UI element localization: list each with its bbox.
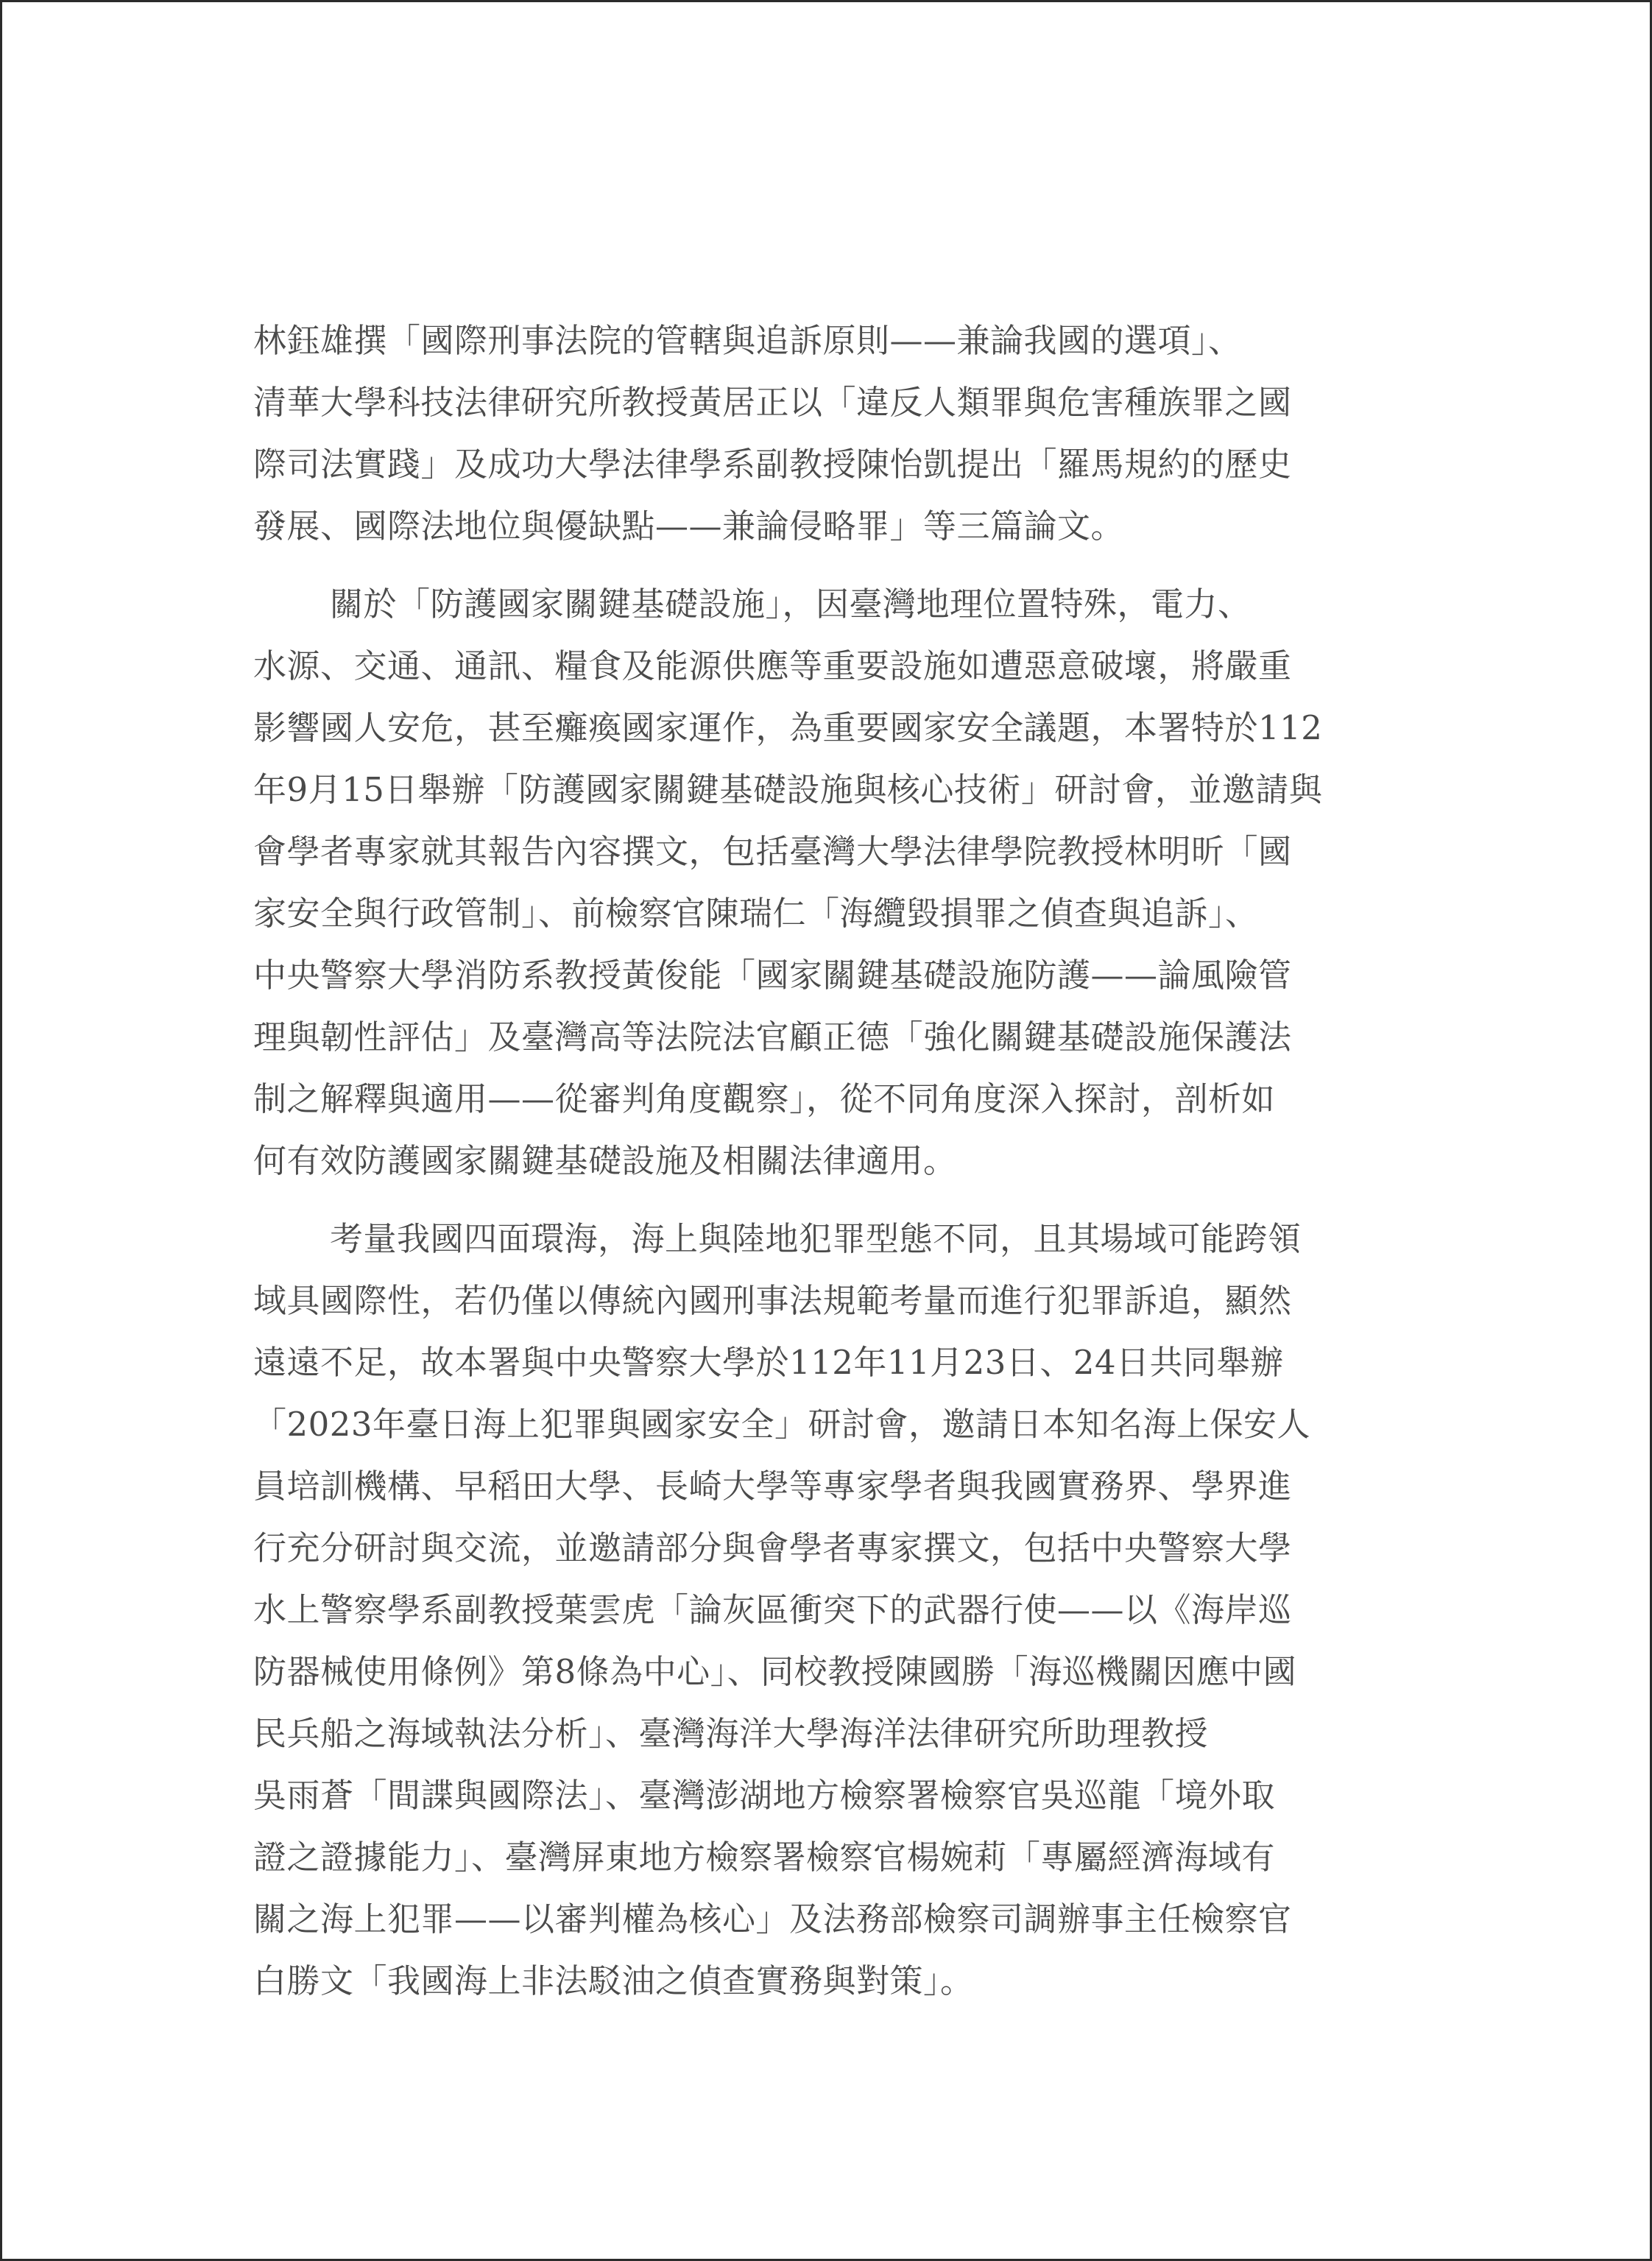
paragraph-line: 遠遠不足，故本署與中央警察大學於112年11月23日、24日共同舉辦 <box>253 1343 1284 1382</box>
paragraph-line: 水上警察學系副教授葉雲虎「論灰區衝突下的武器行使——以《海岸巡 <box>253 1590 1292 1629</box>
paragraph-spacer <box>253 1192 1418 1208</box>
paragraph-line: 行充分研討與交流，並邀請部分與會學者專家撰文，包括中央警察大學 <box>253 1528 1292 1567</box>
paragraph-line: 「2023年臺日海上犯罪與國家安全」研討會，邀請日本知名海上保安人 <box>253 1405 1311 1444</box>
paragraph-line: 白勝文「我國海上非法駁油之偵查實務與對策」。 <box>253 1961 974 2000</box>
paragraph-line: 關之海上犯罪——以審判權為核心」及法務部檢察司調辦事主任檢察官 <box>253 1900 1292 1939</box>
paragraph-line: 理與韌性評估」及臺灣高等法院法官顧正德「強化關鍵基礎設施保護法 <box>253 1017 1292 1057</box>
paragraph-line: 發展、國際法地位與優缺點——兼論侵略罪」等三篇論文。 <box>253 507 1125 546</box>
paragraph-line: 年9月15日舉辦「防護國家關鍵基礎設施與核心技術」研討會，並邀請與 <box>253 770 1323 809</box>
paragraph-1 <box>253 310 1418 557</box>
paragraph-line: 會學者專家就其報告內容撰文，包括臺灣大學法律學院教授林明昕「國 <box>253 832 1292 871</box>
paragraph-line: 何有效防護國家關鍵基礎設施及相關法律適用。 <box>253 1141 957 1180</box>
paragraph-first-line: 考量我國四面環海，海上與陸地犯罪型態不同，且其場域可能跨領 <box>330 1219 1302 1258</box>
paragraph-line: 影響國人安危，甚至癱瘓國家運作，為重要國家安全議題，本署特於112 <box>253 708 1323 747</box>
paragraph-first-line: 關於「防護國家關鍵基礎設施」，因臺灣地理位置特殊，電力、 <box>330 585 1252 624</box>
paragraph-spacer <box>253 557 1418 574</box>
paragraph-line: 民兵船之海域執法分析」、臺灣海洋大學海洋法律研究所助理教授 <box>253 1714 1209 1753</box>
paragraph-line: 家安全與行政管制」、前檢察官陳瑞仁「海纜毀損罪之偵查與追訴」、 <box>253 894 1259 933</box>
paragraph-3 <box>253 1208 1418 2012</box>
paragraph-line: 水源、交通、通訊、糧食及能源供應等重要設施如遭惡意破壞，將嚴重 <box>253 646 1292 685</box>
paragraph-line: 吳雨蒼「間諜與國際法」、臺灣澎湖地方檢察署檢察官吳巡龍「境外取 <box>253 1776 1276 1815</box>
paragraph-line: 證之證據能力」、臺灣屏東地方檢察署檢察官楊婉莉「專屬經濟海域有 <box>253 1838 1276 1877</box>
paragraph-line: 中央警察大學消防系教授黃俊能「國家關鍵基礎設施防護——論風險管 <box>253 956 1292 995</box>
paragraph-2 <box>253 574 1418 1192</box>
paragraph-line: 制之解釋與適用——從審判角度觀察」，從不同角度深入探討，剖析如 <box>253 1079 1276 1118</box>
paragraph-line: 防器械使用條例》第8條為中心」、同校教授陳國勝「海巡機關因應中國 <box>253 1652 1297 1691</box>
paragraph-line: 員培訓機構、早稻田大學、長崎大學等專家學者與我國實務界、學界進 <box>253 1467 1292 1506</box>
paragraph-line: 清華大學科技法律研究所教授黃居正以「違反人類罪與危害種族罪之國 <box>253 383 1292 422</box>
paragraph-line: 際司法實踐」及成功大學法律學系副教授陳怡凱提出「羅馬規約的歷史 <box>253 445 1292 484</box>
paragraph-line: 林鈺雄撰「國際刑事法院的管轄與追訴原則——兼論我國的選項」、 <box>253 321 1242 360</box>
document-body <box>253 310 1418 2012</box>
paragraph-line: 域具國際性，若仍僅以傳統內國刑事法規範考量而進行犯罪訴追，顯然 <box>253 1281 1292 1320</box>
